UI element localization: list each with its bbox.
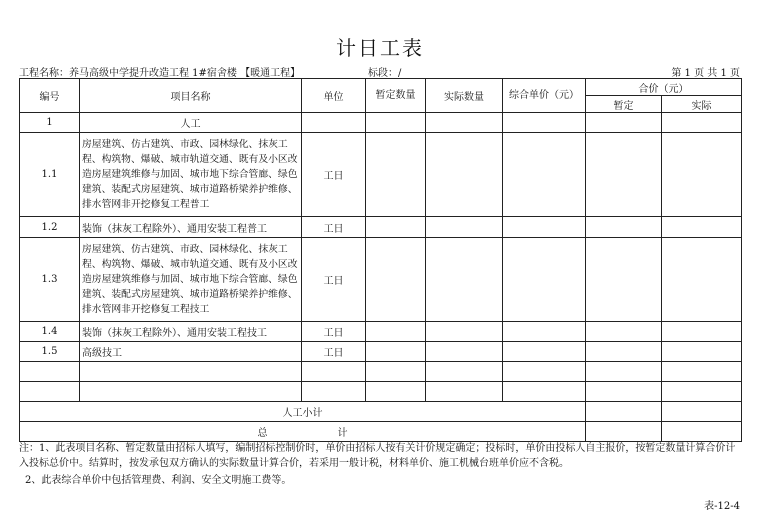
- empty-row: [20, 382, 742, 402]
- subtotal-label: 人工小计: [20, 402, 586, 422]
- row-no: 1.3: [20, 238, 80, 322]
- table-row: [20, 322, 742, 342]
- row-unit: 工日: [302, 342, 366, 362]
- col-header-total-actual: 实际: [662, 96, 742, 113]
- row-no: 1: [20, 113, 80, 133]
- table-row: [20, 238, 742, 322]
- section-label: 标段：/: [368, 68, 402, 79]
- row-name: 装饰（抹灰工程除外）、通用安装工程普工: [80, 217, 302, 238]
- row-unit: 工日: [302, 133, 366, 217]
- total-label: [20, 422, 586, 442]
- header-row-1: [20, 79, 742, 96]
- row-unit: 工日: [302, 217, 366, 238]
- total-label-2: 计: [337, 428, 348, 439]
- row-name: 房屋建筑、仿古建筑、市政、园林绿化、抹灰工程、构筑物、爆破、城市轨道交通、既有及小区改造房屋建筑维修与加固、城市地下综合管廊、绿色建筑、装配式房屋建筑、城市道路桥梁养护维修、排水管网非开挖修复工程技工: [80, 238, 302, 322]
- table-row: [20, 133, 742, 217]
- total-label-1: 总: [257, 428, 268, 439]
- note-1: 注：1、此表项目名称、暂定数量由招标人填写，编制招标控制价时，单价由招标人按有关计价规定确定；投标时，单价由投标人自主报价，按暂定数量计算合价计入投标总价中。结算时，按发承包双方确认的实际数量计算合价，若采用一般计税，材料单价、施工机械台班单价应不含税。: [19, 443, 736, 469]
- row-unit: 工日: [302, 322, 366, 342]
- table-row: [20, 342, 742, 362]
- col-header-actual-qty: 实际数量: [426, 79, 503, 113]
- form-code: 表-12-4: [704, 501, 740, 512]
- project-name-line: [19, 64, 300, 79]
- note-2: 2、此表综合单价中包括管理费、利润、安全文明施工费等。: [25, 475, 292, 486]
- project-name: 养马高级中学提升改造工程 1#宿舍楼 【暖通工程】: [69, 68, 301, 79]
- col-header-provisional-qty: 暂定数量: [366, 79, 426, 113]
- col-header-name: 项目名称: [80, 79, 302, 113]
- row-unit: [302, 113, 366, 133]
- page-title: 计日工表: [336, 36, 424, 60]
- row-no: 1.5: [20, 342, 80, 362]
- row-no: 1.2: [20, 217, 80, 238]
- daywork-table: [19, 78, 742, 442]
- table-row: [20, 217, 742, 238]
- col-header-total-provisional: 暂定: [586, 96, 662, 113]
- row-unit: 工日: [302, 238, 366, 322]
- col-header-unit-price: 综合单价（元）: [503, 79, 586, 113]
- row-no: 1.1: [20, 133, 80, 217]
- col-header-unit: 单位: [302, 79, 366, 113]
- row-no: 1.4: [20, 322, 80, 342]
- row-name: 房屋建筑、仿古建筑、市政、园林绿化、抹灰工程、构筑物、爆破、城市轨道交通、既有及小区改造房屋建筑维修与加固、城市地下综合管廊、绿色建筑、装配式房屋建筑、城市道路桥梁养护维修、排水管网非开挖修复工程普工: [80, 133, 302, 217]
- empty-row: [20, 362, 742, 382]
- table-row: [20, 113, 742, 133]
- row-name: 人工: [80, 113, 302, 133]
- project-label: 工程名称：: [19, 68, 69, 79]
- subtotal-row: [20, 402, 742, 422]
- col-header-total: 合价（元）: [586, 79, 742, 96]
- notes: [19, 441, 743, 488]
- total-row: [20, 422, 742, 442]
- row-name: 高级技工: [80, 342, 302, 362]
- col-header-no: 编号: [20, 79, 80, 113]
- page-info: 第 1 页 共 1 页: [671, 68, 740, 79]
- row-name: 装饰（抹灰工程除外）、通用安装工程技工: [80, 322, 302, 342]
